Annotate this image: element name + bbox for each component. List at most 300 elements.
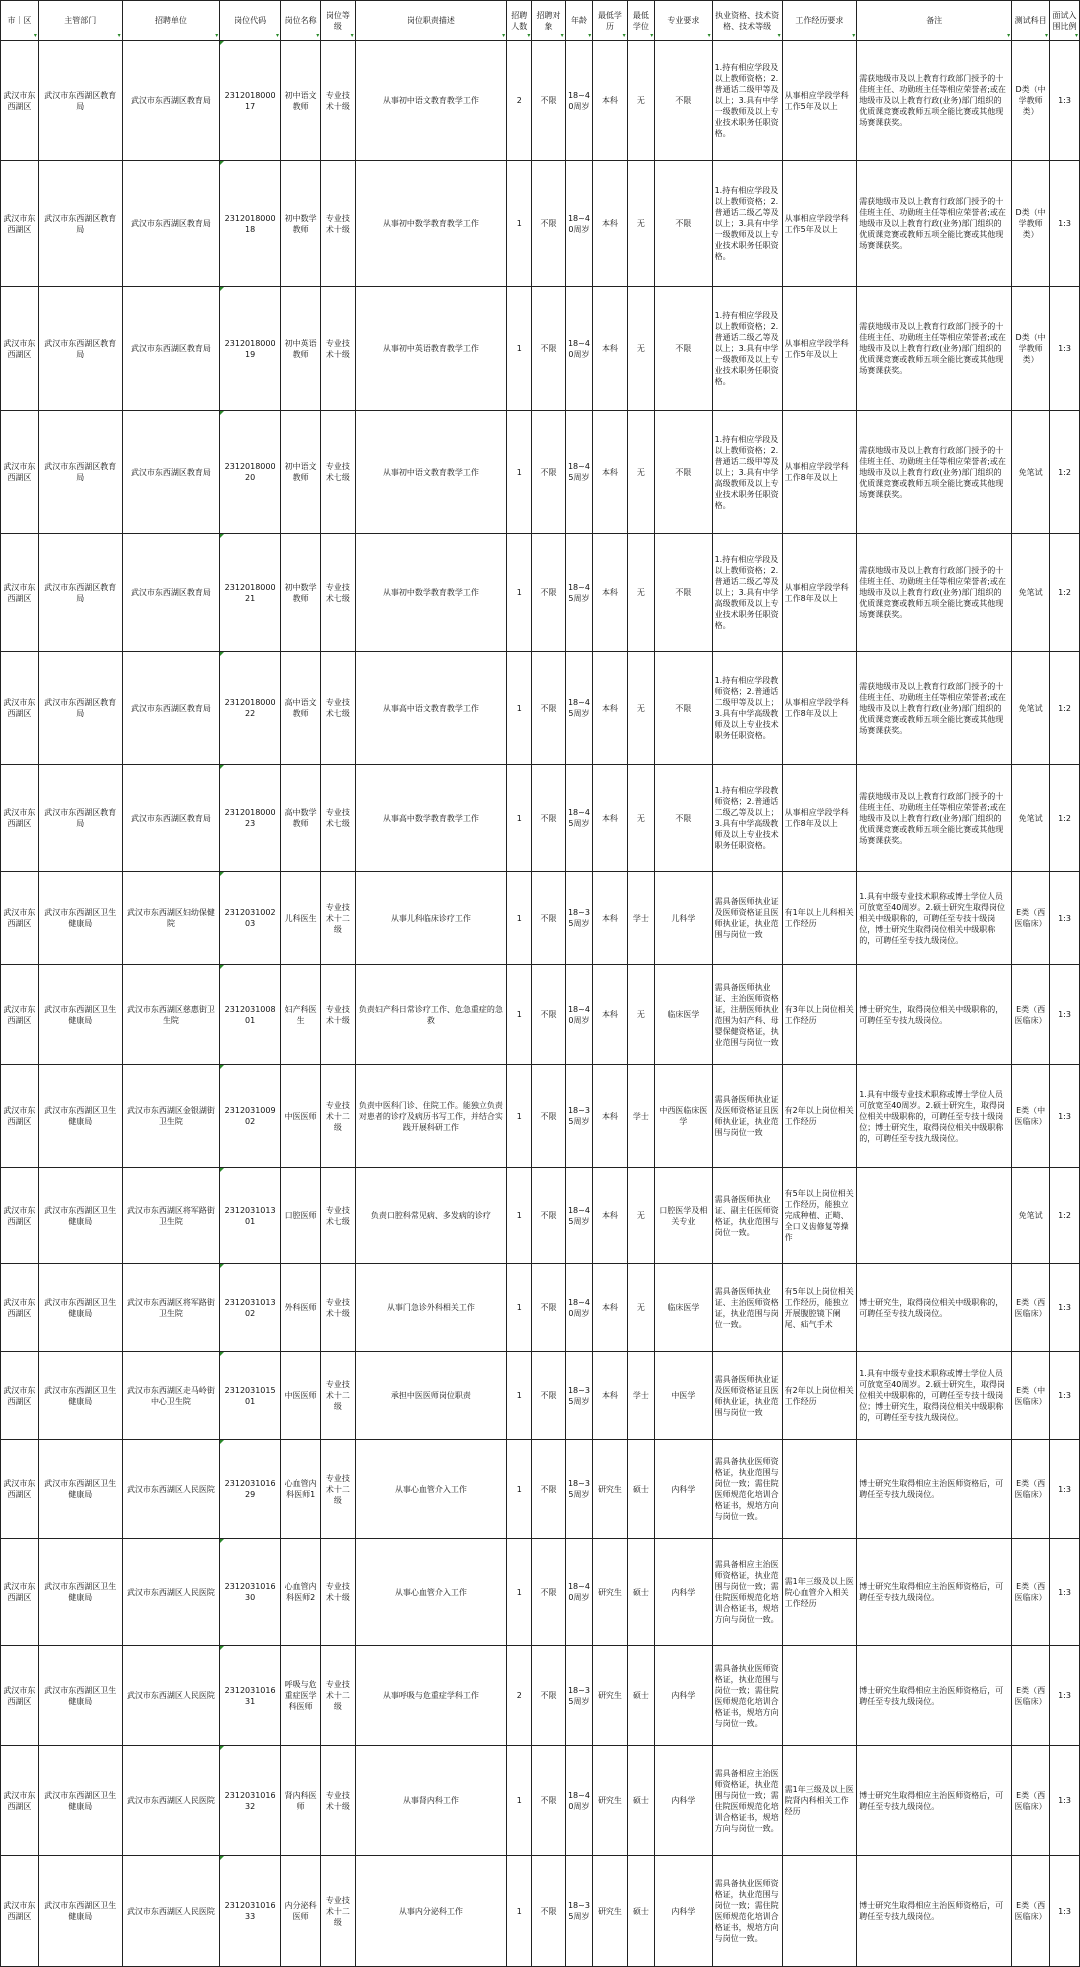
filter-dropdown-icon[interactable]: ▾ bbox=[117, 32, 121, 39]
table-cell[interactable]: 武汉市东西湖区教育局 bbox=[122, 765, 220, 872]
table-cell[interactable]: 18~40周岁 bbox=[565, 161, 593, 287]
table-cell[interactable]: 武汉市东西湖区人民医院 bbox=[122, 1440, 220, 1539]
column-header[interactable] bbox=[593, 1, 627, 41]
table-cell[interactable]: 硕士 bbox=[627, 1746, 655, 1856]
table-cell[interactable]: 博士研究生取得相应主治医师资格后，可聘任至专技九级岗位。 bbox=[857, 1646, 1012, 1746]
table-cell[interactable]: 1:3 bbox=[1050, 41, 1080, 161]
table-cell[interactable]: 内科学 bbox=[655, 1539, 712, 1646]
table-cell[interactable]: 武汉市东西湖区走马岭街中心卫生院 bbox=[122, 1352, 220, 1440]
table-cell[interactable]: 231201800021 bbox=[220, 534, 281, 652]
table-cell[interactable]: 高中语文教师 bbox=[281, 652, 321, 765]
table-cell[interactable]: E类（西医临床） bbox=[1012, 1856, 1050, 1967]
table-cell[interactable]: 中西医临床医学 bbox=[655, 1065, 712, 1168]
table-cell[interactable]: 本科 bbox=[593, 1065, 627, 1168]
column-header[interactable] bbox=[281, 1, 321, 41]
filter-dropdown-icon[interactable]: ▾ bbox=[588, 32, 592, 39]
table-cell[interactable]: 1:3 bbox=[1050, 965, 1080, 1065]
table-cell[interactable]: 从事相应学段学科工作5年及以上 bbox=[782, 41, 857, 161]
table-cell[interactable]: 武汉市东西湖区卫生健康局 bbox=[38, 965, 122, 1065]
table-cell[interactable]: 内科学 bbox=[655, 1646, 712, 1746]
table-cell[interactable]: 本科 bbox=[593, 1168, 627, 1264]
filter-dropdown-icon[interactable]: ▾ bbox=[852, 32, 856, 39]
table-cell[interactable]: 231203101302 bbox=[220, 1264, 281, 1352]
table-cell[interactable]: 内科学 bbox=[655, 1856, 712, 1967]
table-cell[interactable]: 2 bbox=[507, 41, 532, 161]
table-cell[interactable]: 本科 bbox=[593, 1264, 627, 1352]
table-cell[interactable]: 18~40周岁 bbox=[565, 1746, 593, 1856]
table-cell[interactable]: 无 bbox=[627, 1168, 655, 1264]
table-cell[interactable]: 武汉市东西湖区教育局 bbox=[38, 765, 122, 872]
table-cell[interactable]: 1 bbox=[507, 1440, 532, 1539]
table-cell[interactable]: 1.具有中级专业技术职称或博士学位人员可放宽至40周岁。2.硕士研究生取得岗位相关中级职称的，可聘任至专技十级岗位，博士研究生取得岗位相关中级职称的，可聘任至专技九级岗位。 bbox=[857, 872, 1012, 965]
table-cell[interactable]: 不限 bbox=[532, 1440, 565, 1539]
table-cell[interactable]: 18~45周岁 bbox=[565, 652, 593, 765]
table-cell[interactable]: 有2年以上岗位相关工作经历 bbox=[782, 1065, 857, 1168]
column-header[interactable] bbox=[655, 1, 712, 41]
table-cell[interactable]: 18~35周岁 bbox=[565, 1646, 593, 1746]
table-cell[interactable]: 18~45周岁 bbox=[565, 534, 593, 652]
table-cell[interactable]: 本科 bbox=[593, 765, 627, 872]
table-cell[interactable]: 博士研究生，取得岗位相关中级职称的，可聘任至专技九级岗位。 bbox=[857, 965, 1012, 1065]
table-cell[interactable]: 武汉市东西湖区 bbox=[1, 287, 39, 411]
table-cell[interactable]: 从事初中数学教育教学工作 bbox=[355, 534, 507, 652]
table-cell[interactable]: 无 bbox=[627, 534, 655, 652]
table-cell[interactable]: 无 bbox=[627, 161, 655, 287]
filter-dropdown-icon[interactable]: ▾ bbox=[777, 32, 781, 39]
table-cell[interactable]: 1.具有中级专业技术职称或博士学位人员可放宽至40周岁。2.硕士研究生，取得岗位相关中级职称的，可聘任至专技十级岗位；博士研究生，取得岗位相关中级职称的，可聘任至专技九级岗位。 bbox=[857, 1352, 1012, 1440]
table-cell[interactable]: 不限 bbox=[532, 1539, 565, 1646]
table-cell[interactable]: 武汉市东西湖区 bbox=[1, 534, 39, 652]
table-cell[interactable]: 无 bbox=[627, 965, 655, 1065]
filter-dropdown-icon[interactable]: ▾ bbox=[316, 32, 320, 39]
table-cell[interactable]: 武汉市东西湖区 bbox=[1, 1746, 39, 1856]
table-cell[interactable]: E类（西医临床） bbox=[1012, 965, 1050, 1065]
table-cell[interactable]: 1 bbox=[507, 161, 532, 287]
table-cell[interactable]: 不限 bbox=[655, 41, 712, 161]
table-cell[interactable]: 1:3 bbox=[1050, 1539, 1080, 1646]
table-cell[interactable]: E类（中医临床） bbox=[1012, 1352, 1050, 1440]
table-cell[interactable]: 18~40周岁 bbox=[565, 1539, 593, 1646]
table-cell[interactable]: E类（西医临床） bbox=[1012, 1746, 1050, 1856]
filter-dropdown-icon[interactable]: ▾ bbox=[502, 32, 506, 39]
table-cell[interactable]: 负责口腔科常见病、多发病的诊疗 bbox=[355, 1168, 507, 1264]
table-cell[interactable]: 1:3 bbox=[1050, 1440, 1080, 1539]
table-cell[interactable]: 武汉市东西湖区将军路街卫生院 bbox=[122, 1168, 220, 1264]
column-header[interactable] bbox=[1012, 1, 1050, 41]
table-cell[interactable]: 需具备执业医师资格证，执业范围与岗位一致；需住院医师规范化培训合格证书，规培方向与岗位一致。 bbox=[712, 1440, 782, 1539]
table-cell[interactable]: 妇产科医生 bbox=[281, 965, 321, 1065]
table-cell[interactable]: 1 bbox=[507, 534, 532, 652]
table-cell[interactable]: 从事相应学段学科工作8年及以上 bbox=[782, 765, 857, 872]
table-cell[interactable]: 武汉市东西湖区卫生健康局 bbox=[38, 1264, 122, 1352]
table-cell[interactable]: 本科 bbox=[593, 965, 627, 1065]
table-cell[interactable]: 不限 bbox=[532, 765, 565, 872]
table-cell[interactable]: 无 bbox=[627, 765, 655, 872]
table-cell[interactable]: 专业技术七级 bbox=[321, 765, 355, 872]
table-cell[interactable]: 武汉市东西湖区 bbox=[1, 765, 39, 872]
table-cell[interactable]: 1:3 bbox=[1050, 1856, 1080, 1967]
table-cell[interactable]: 研究生 bbox=[593, 1746, 627, 1856]
filter-dropdown-icon[interactable]: ▾ bbox=[707, 32, 711, 39]
table-cell[interactable]: 武汉市东西湖区 bbox=[1, 411, 39, 534]
table-cell[interactable]: 免笔试 bbox=[1012, 1168, 1050, 1264]
table-cell[interactable]: 武汉市东西湖区教育局 bbox=[38, 161, 122, 287]
table-cell[interactable]: 1 bbox=[507, 1856, 532, 1967]
table-cell[interactable]: 无 bbox=[627, 411, 655, 534]
table-cell[interactable]: 免笔试 bbox=[1012, 652, 1050, 765]
table-cell[interactable]: 武汉市东西湖区 bbox=[1, 965, 39, 1065]
table-cell[interactable]: 内分泌科医师 bbox=[281, 1856, 321, 1967]
table-cell[interactable]: 不限 bbox=[532, 1352, 565, 1440]
table-cell[interactable]: 初中数学教师 bbox=[281, 161, 321, 287]
table-cell[interactable]: 硕士 bbox=[627, 1856, 655, 1967]
table-cell[interactable]: 武汉市东西湖区教育局 bbox=[122, 652, 220, 765]
table-cell[interactable]: 18~40周岁 bbox=[565, 965, 593, 1065]
table-cell[interactable]: 博士研究生，取得岗位相关中级职称的，可聘任至专技九级岗位。 bbox=[857, 1264, 1012, 1352]
table-cell[interactable]: 武汉市东西湖区 bbox=[1, 1264, 39, 1352]
table-cell[interactable]: 武汉市东西湖区金银湖街卫生院 bbox=[122, 1065, 220, 1168]
table-cell[interactable]: 中医医师 bbox=[281, 1065, 321, 1168]
table-cell[interactable]: 武汉市东西湖区教育局 bbox=[122, 411, 220, 534]
table-cell[interactable]: 从事初中数学教育教学工作 bbox=[355, 161, 507, 287]
table-cell[interactable]: 博士研究生取得相应主治医师资格后，可聘任至专技九级岗位。 bbox=[857, 1856, 1012, 1967]
table-cell[interactable]: 231203101633 bbox=[220, 1856, 281, 1967]
table-cell[interactable]: 不限 bbox=[532, 411, 565, 534]
column-header[interactable] bbox=[712, 1, 782, 41]
table-cell[interactable]: 研究生 bbox=[593, 1646, 627, 1746]
table-cell[interactable]: 有3年以上岗位相关工作经历 bbox=[782, 965, 857, 1065]
table-cell[interactable]: 不限 bbox=[532, 1065, 565, 1168]
table-cell[interactable]: 从事相应学段学科工作8年及以上 bbox=[782, 534, 857, 652]
table-cell[interactable]: 231201800022 bbox=[220, 652, 281, 765]
table-cell[interactable]: 专业技术十二级 bbox=[321, 1440, 355, 1539]
table-cell[interactable]: 研究生 bbox=[593, 1440, 627, 1539]
table-cell[interactable]: 专业技术十级 bbox=[321, 287, 355, 411]
table-cell[interactable]: 博士研究生取得相应主治医师资格后，可聘任至专技九级岗位。 bbox=[857, 1746, 1012, 1856]
table-cell[interactable]: 1:3 bbox=[1050, 1646, 1080, 1746]
table-cell[interactable]: 专业技术十级 bbox=[321, 1539, 355, 1646]
table-cell[interactable]: 专业技术十二级 bbox=[321, 872, 355, 965]
table-cell[interactable]: 18~40周岁 bbox=[565, 287, 593, 411]
table-cell[interactable]: E类（西医临床） bbox=[1012, 1646, 1050, 1746]
table-cell[interactable]: 不限 bbox=[532, 1746, 565, 1856]
table-cell[interactable]: 武汉市东西湖区教育局 bbox=[122, 287, 220, 411]
filter-dropdown-icon[interactable]: ▾ bbox=[1007, 32, 1011, 39]
table-cell[interactable]: 专业技术七级 bbox=[321, 1168, 355, 1264]
table-cell[interactable]: 从事内分泌科工作 bbox=[355, 1856, 507, 1967]
table-cell[interactable]: 18~40周岁 bbox=[565, 41, 593, 161]
table-cell[interactable]: 231203101630 bbox=[220, 1539, 281, 1646]
column-header[interactable] bbox=[782, 1, 857, 41]
table-cell[interactable]: 1 bbox=[507, 872, 532, 965]
filter-dropdown-icon[interactable]: ▾ bbox=[650, 32, 654, 39]
table-cell[interactable]: 无 bbox=[627, 287, 655, 411]
table-cell[interactable]: E类（中医临床） bbox=[1012, 1065, 1050, 1168]
table-cell[interactable]: 从事呼吸与危重症学科工作 bbox=[355, 1646, 507, 1746]
table-cell[interactable]: 武汉市东西湖区卫生健康局 bbox=[38, 1352, 122, 1440]
table-cell[interactable]: 需获地级市及以上教育行政部门授予的十佳班主任、功勋班主任等相应荣誉者;或在地级市及以上教育行政(业务)部门组织的优质课竞赛或教师五项全能比赛或其他现场赛课获奖。 bbox=[857, 652, 1012, 765]
table-cell[interactable]: 需获地级市及以上教育行政部门授予的十佳班主任、功勋班主任等相应荣誉者;或在地级市及以上教育行政(业务)部门组织的优质课竞赛或教师五项全能比赛或其他现场赛课获奖。 bbox=[857, 161, 1012, 287]
table-cell[interactable]: 负责中医科门诊、住院工作。能独立负责对患者的诊疗及病历书写工作，并结合实践开展科研工作 bbox=[355, 1065, 507, 1168]
table-cell[interactable]: 博士研究生取得相应主治医师资格后，可聘任至专技九级岗位。 bbox=[857, 1539, 1012, 1646]
table-cell[interactable]: 不限 bbox=[655, 534, 712, 652]
table-cell[interactable]: 从事心血管介入工作 bbox=[355, 1440, 507, 1539]
table-cell[interactable]: 武汉市东西湖区 bbox=[1, 161, 39, 287]
table-cell[interactable]: 心血管内科医师2 bbox=[281, 1539, 321, 1646]
table-cell[interactable]: 从事初中英语教育教学工作 bbox=[355, 287, 507, 411]
column-header[interactable] bbox=[1050, 1, 1080, 41]
table-cell[interactable]: 1:3 bbox=[1050, 1264, 1080, 1352]
filter-dropdown-icon[interactable]: ▾ bbox=[560, 32, 564, 39]
table-cell[interactable]: 专业技术十二级 bbox=[321, 1352, 355, 1440]
table-cell[interactable]: 临床医学 bbox=[655, 965, 712, 1065]
table-cell[interactable]: 武汉市东西湖区卫生健康局 bbox=[38, 1646, 122, 1746]
table-cell[interactable]: 231201800019 bbox=[220, 287, 281, 411]
table-cell[interactable]: 武汉市东西湖区教育局 bbox=[38, 652, 122, 765]
table-cell[interactable]: 需具备相应主治医师资格证，执业范围与岗位一致；需住院医师规范化培训合格证书，规培方向与岗位一致。 bbox=[712, 1746, 782, 1856]
table-cell[interactable]: 武汉市东西湖区教育局 bbox=[38, 534, 122, 652]
table-cell[interactable]: 不限 bbox=[532, 161, 565, 287]
table-cell[interactable]: 有5年以上岗位相关工作经历，能独立完成种植、正畸、全口义齿修复等操作 bbox=[782, 1168, 857, 1264]
table-cell[interactable]: 不限 bbox=[532, 534, 565, 652]
table-cell[interactable]: 231201800017 bbox=[220, 41, 281, 161]
table-cell[interactable]: 从事儿科临床诊疗工作 bbox=[355, 872, 507, 965]
table-cell[interactable]: 231201800023 bbox=[220, 765, 281, 872]
table-cell[interactable]: 1 bbox=[507, 1352, 532, 1440]
table-cell[interactable]: E类（西医临床） bbox=[1012, 872, 1050, 965]
table-cell[interactable]: 免笔试 bbox=[1012, 534, 1050, 652]
table-cell[interactable]: 肾内科医师 bbox=[281, 1746, 321, 1856]
filter-dropdown-icon[interactable]: ▾ bbox=[527, 32, 531, 39]
table-cell[interactable]: 武汉市东西湖区教育局 bbox=[122, 41, 220, 161]
table-cell[interactable]: 专业技术七级 bbox=[321, 411, 355, 534]
table-cell[interactable]: 1.持有相应学段及以上教师资格；2.普通话二级乙等及以上；3.具有中学高级教师及以上专业技术职务任职资格。 bbox=[712, 534, 782, 652]
table-cell[interactable]: 武汉市东西湖区卫生健康局 bbox=[38, 1168, 122, 1264]
column-header[interactable] bbox=[355, 1, 507, 41]
table-cell[interactable]: 本科 bbox=[593, 534, 627, 652]
table-cell[interactable]: 武汉市东西湖区卫生健康局 bbox=[38, 1065, 122, 1168]
table-cell[interactable]: 专业技术十级 bbox=[321, 161, 355, 287]
table-cell[interactable]: 1.具有中级专业技术职称或博士学位人员可放宽至40周岁。2.硕士研究生，取得岗位相关中级职称的，可聘任至专技十级岗位；博士研究生，取得岗位相关中级职称的，可聘任至专技九级岗位。 bbox=[857, 1065, 1012, 1168]
table-cell[interactable]: 武汉市东西湖区 bbox=[1, 652, 39, 765]
table-cell[interactable]: 1:2 bbox=[1050, 411, 1080, 534]
table-cell[interactable]: 需具备医师执业证、主治医师资格证，注册医师执业范围为妇产科、母婴保健资格证，执业范围与岗位一致 bbox=[712, 965, 782, 1065]
table-cell[interactable]: 负责妇产科日常诊疗工作、危急重症的急救 bbox=[355, 965, 507, 1065]
table-cell[interactable]: 需获地级市及以上教育行政部门授予的十佳班主任、功勋班主任等相应荣誉者;或在地级市及以上教育行政(业务)部门组织的优质课竞赛或教师五项全能比赛或其他现场赛课获奖。 bbox=[857, 41, 1012, 161]
table-cell[interactable]: 从事心血管介入工作 bbox=[355, 1539, 507, 1646]
table-cell[interactable]: 外科医师 bbox=[281, 1264, 321, 1352]
table-cell[interactable]: 无 bbox=[627, 1264, 655, 1352]
table-cell[interactable]: 需1年三级及以上医院肾内科相关工作经历 bbox=[782, 1746, 857, 1856]
table-cell[interactable]: 初中数学教师 bbox=[281, 534, 321, 652]
table-cell[interactable]: 武汉市东西湖区 bbox=[1, 1352, 39, 1440]
table-cell[interactable]: 从事相应学段学科工作5年及以上 bbox=[782, 287, 857, 411]
table-cell[interactable]: 不限 bbox=[532, 41, 565, 161]
table-cell[interactable]: 18~45周岁 bbox=[565, 411, 593, 534]
table-cell[interactable]: 1.持有相应学段及以上教师资格；2.普通话二级甲等及以上；3.具有中学高级教师及以上专业技术职务任职资格。 bbox=[712, 411, 782, 534]
table-cell[interactable]: 初中语文教师 bbox=[281, 411, 321, 534]
table-cell[interactable]: 武汉市东西湖区慈惠街卫生院 bbox=[122, 965, 220, 1065]
table-cell[interactable]: 18~35周岁 bbox=[565, 1856, 593, 1967]
table-cell[interactable]: 专业技术十二级 bbox=[321, 1646, 355, 1746]
table-cell[interactable]: 武汉市东西湖区 bbox=[1, 1856, 39, 1967]
table-cell[interactable]: 需具备医师执业证、主治医师资格证，执业范围与岗位一致。 bbox=[712, 1264, 782, 1352]
table-cell[interactable]: 不限 bbox=[532, 1856, 565, 1967]
table-cell[interactable]: 从事初中语文教育教学工作 bbox=[355, 41, 507, 161]
table-cell[interactable]: 口腔医师 bbox=[281, 1168, 321, 1264]
table-cell[interactable]: 1:3 bbox=[1050, 872, 1080, 965]
table-cell[interactable]: 1:3 bbox=[1050, 287, 1080, 411]
table-cell[interactable]: 研究生 bbox=[593, 1539, 627, 1646]
table-cell[interactable]: 专业技术十级 bbox=[321, 965, 355, 1065]
table-cell[interactable]: 231203101629 bbox=[220, 1440, 281, 1539]
table-cell[interactable]: 从事相应学段学科工作8年及以上 bbox=[782, 652, 857, 765]
table-cell[interactable]: 2 bbox=[507, 1646, 532, 1746]
table-cell[interactable]: 专业技术十二级 bbox=[321, 1065, 355, 1168]
table-cell[interactable]: 不限 bbox=[532, 1168, 565, 1264]
table-cell[interactable]: 从事肾内科工作 bbox=[355, 1746, 507, 1856]
table-cell[interactable]: 武汉市东西湖区人民医院 bbox=[122, 1746, 220, 1856]
table-cell[interactable]: 武汉市东西湖区 bbox=[1, 1539, 39, 1646]
table-cell[interactable]: 武汉市东西湖区人民医院 bbox=[122, 1539, 220, 1646]
table-cell[interactable]: 高中数学教师 bbox=[281, 765, 321, 872]
table-cell[interactable]: 1:2 bbox=[1050, 534, 1080, 652]
table-cell[interactable] bbox=[782, 1646, 857, 1746]
table-cell[interactable]: 不限 bbox=[532, 652, 565, 765]
table-cell[interactable]: 武汉市东西湖区人民医院 bbox=[122, 1856, 220, 1967]
table-cell[interactable]: 1 bbox=[507, 1746, 532, 1856]
table-cell[interactable]: 1:2 bbox=[1050, 765, 1080, 872]
table-cell[interactable]: 研究生 bbox=[593, 1856, 627, 1967]
table-cell[interactable]: 中医学 bbox=[655, 1352, 712, 1440]
table-cell[interactable]: 18~35周岁 bbox=[565, 1352, 593, 1440]
column-header[interactable] bbox=[507, 1, 532, 41]
table-cell[interactable]: 武汉市东西湖区卫生健康局 bbox=[38, 1440, 122, 1539]
table-cell[interactable]: 博士研究生取得相应主治医师资格后，可聘任至专技九级岗位。 bbox=[857, 1440, 1012, 1539]
table-cell[interactable]: 1:3 bbox=[1050, 1352, 1080, 1440]
table-cell[interactable]: 231201800018 bbox=[220, 161, 281, 287]
table-cell[interactable]: 需具备医师执业证及医师资格证且医师执业证，执业范围与岗位一致 bbox=[712, 1065, 782, 1168]
table-cell[interactable]: 1 bbox=[507, 1264, 532, 1352]
table-cell[interactable]: 1 bbox=[507, 1065, 532, 1168]
table-cell[interactable]: 武汉市东西湖区 bbox=[1, 41, 39, 161]
table-cell[interactable]: 不限 bbox=[655, 765, 712, 872]
table-cell[interactable]: 需获地级市及以上教育行政部门授予的十佳班主任、功勋班主任等相应荣誉者;或在地级市及以上教育行政(业务)部门组织的优质课竞赛或教师五项全能比赛或其他现场赛课获奖。 bbox=[857, 534, 1012, 652]
table-cell[interactable]: 231203101301 bbox=[220, 1168, 281, 1264]
table-cell[interactable]: D类（中学教师类） bbox=[1012, 287, 1050, 411]
table-cell[interactable]: 需具备执业医师资格证，执业范围与岗位一致；需住院医师规范化培训合格证书，规培方向与岗位一致。 bbox=[712, 1856, 782, 1967]
table-cell[interactable]: 231203101501 bbox=[220, 1352, 281, 1440]
table-cell[interactable]: 不限 bbox=[532, 872, 565, 965]
table-cell[interactable]: 1 bbox=[507, 1168, 532, 1264]
table-cell[interactable]: 不限 bbox=[532, 287, 565, 411]
table-cell[interactable]: 硕士 bbox=[627, 1539, 655, 1646]
table-cell[interactable]: 武汉市东西湖区 bbox=[1, 1440, 39, 1539]
table-cell[interactable]: 1.持有相应学段及以上教师资格；2.普通话二级甲等及以上；3.具有中学一级教师及以上专业技术职务任职资格。 bbox=[712, 41, 782, 161]
table-cell[interactable]: 免笔试 bbox=[1012, 411, 1050, 534]
table-cell[interactable]: 需具备执业医师资格证，执业范围与岗位一致；需住院医师规范化培训合格证书，规培方向与岗位一致。 bbox=[712, 1646, 782, 1746]
table-cell[interactable]: 需具备医师执业证、副主任医师资格证，执业范围与岗位一致。 bbox=[712, 1168, 782, 1264]
table-cell[interactable]: 1 bbox=[507, 1539, 532, 1646]
table-cell[interactable]: 1:3 bbox=[1050, 161, 1080, 287]
table-cell[interactable] bbox=[782, 1856, 857, 1967]
table-cell[interactable]: 武汉市东西湖区卫生健康局 bbox=[38, 1856, 122, 1967]
table-cell[interactable]: 231203100902 bbox=[220, 1065, 281, 1168]
filter-dropdown-icon[interactable]: ▾ bbox=[1045, 32, 1049, 39]
table-cell[interactable]: 心血管内科医师1 bbox=[281, 1440, 321, 1539]
filter-dropdown-icon[interactable]: ▾ bbox=[276, 32, 280, 39]
table-cell[interactable]: 专业技术七级 bbox=[321, 652, 355, 765]
table-cell[interactable]: 1 bbox=[507, 965, 532, 1065]
table-cell[interactable]: 需具备相应主治医师资格证，执业范围与岗位一致；需住院医师规范化培训合格证书，规培方向与岗位一致。 bbox=[712, 1539, 782, 1646]
table-cell[interactable]: 武汉市东西湖区 bbox=[1, 1646, 39, 1746]
column-header[interactable] bbox=[38, 1, 122, 41]
filter-dropdown-icon[interactable]: ▾ bbox=[622, 32, 626, 39]
table-cell[interactable]: 不限 bbox=[532, 1646, 565, 1746]
table-cell[interactable]: 硕士 bbox=[627, 1646, 655, 1746]
table-cell[interactable]: 不限 bbox=[532, 1264, 565, 1352]
table-cell[interactable]: 呼吸与危重症医学科医师 bbox=[281, 1646, 321, 1746]
table-cell[interactable]: 专业技术七级 bbox=[321, 534, 355, 652]
column-header[interactable] bbox=[220, 1, 281, 41]
table-cell[interactable]: 1 bbox=[507, 411, 532, 534]
table-cell[interactable]: E类（西医临床） bbox=[1012, 1440, 1050, 1539]
table-cell[interactable]: 1:2 bbox=[1050, 652, 1080, 765]
table-cell[interactable]: 从事相应学段学科工作5年及以上 bbox=[782, 161, 857, 287]
table-cell[interactable]: 18~40周岁 bbox=[565, 1264, 593, 1352]
table-cell[interactable]: 不限 bbox=[532, 965, 565, 1065]
table-cell[interactable]: 武汉市东西湖区 bbox=[1, 1065, 39, 1168]
table-cell[interactable]: 武汉市东西湖区教育局 bbox=[122, 161, 220, 287]
table-cell[interactable]: 本科 bbox=[593, 1352, 627, 1440]
table-cell[interactable]: 本科 bbox=[593, 872, 627, 965]
table-cell[interactable]: 本科 bbox=[593, 287, 627, 411]
table-cell[interactable]: 武汉市东西湖区 bbox=[1, 872, 39, 965]
table-cell[interactable]: 武汉市东西湖区卫生健康局 bbox=[38, 872, 122, 965]
table-cell[interactable]: 1:3 bbox=[1050, 1746, 1080, 1856]
table-cell[interactable]: D类（中学教师类） bbox=[1012, 41, 1050, 161]
table-cell[interactable]: 231203101632 bbox=[220, 1746, 281, 1856]
table-cell[interactable]: 1.持有相应学段及以上教师资格；2.普通话二级乙等及以上；3.具有中学一级教师及以上专业技术职务任职资格。 bbox=[712, 161, 782, 287]
table-cell[interactable]: 学士 bbox=[627, 1065, 655, 1168]
table-cell[interactable]: 需具备医师执业证及医师资格证且医师执业证，执业范围与岗位一致 bbox=[712, 1352, 782, 1440]
table-cell[interactable]: 需获地级市及以上教育行政部门授予的十佳班主任、功勋班主任等相应荣誉者;或在地级市及以上教育行政(业务)部门组织的优质课竞赛或教师五项全能比赛或其他现场赛课获奖。 bbox=[857, 765, 1012, 872]
table-cell[interactable]: 内科学 bbox=[655, 1746, 712, 1856]
table-cell[interactable]: 有5年以上岗位相关工作经历，能独立开展腹腔镜下阑尾、疝气手术 bbox=[782, 1264, 857, 1352]
filter-dropdown-icon[interactable]: ▾ bbox=[1074, 32, 1078, 39]
table-cell[interactable]: 口腔医学及相关专业 bbox=[655, 1168, 712, 1264]
table-cell[interactable]: 武汉市东西湖区卫生健康局 bbox=[38, 1539, 122, 1646]
column-header[interactable] bbox=[321, 1, 355, 41]
table-cell[interactable]: 学士 bbox=[627, 1352, 655, 1440]
table-cell[interactable]: 1 bbox=[507, 652, 532, 765]
table-cell[interactable]: 需获地级市及以上教育行政部门授予的十佳班主任、功勋班主任等相应荣誉者;或在地级市及以上教育行政(业务)部门组织的优质课竞赛或教师五项全能比赛或其他现场赛课获奖。 bbox=[857, 287, 1012, 411]
table-cell[interactable]: 从事高中语文教育教学工作 bbox=[355, 652, 507, 765]
table-cell[interactable]: 需获地级市及以上教育行政部门授予的十佳班主任、功勋班主任等相应荣誉者;或在地级市及以上教育行政(业务)部门组织的优质课竞赛或教师五项全能比赛或其他现场赛课获奖。 bbox=[857, 411, 1012, 534]
table-cell[interactable]: 从事初中语文教育教学工作 bbox=[355, 411, 507, 534]
table-cell[interactable]: 武汉市东西湖区人民医院 bbox=[122, 1646, 220, 1746]
table-cell[interactable]: 1 bbox=[507, 765, 532, 872]
table-cell[interactable]: 专业技术十级 bbox=[321, 1264, 355, 1352]
table-cell[interactable]: 专业技术十级 bbox=[321, 1746, 355, 1856]
table-cell[interactable]: 无 bbox=[627, 652, 655, 765]
column-header[interactable] bbox=[565, 1, 593, 41]
table-cell[interactable]: 231203100203 bbox=[220, 872, 281, 965]
table-cell[interactable]: 本科 bbox=[593, 652, 627, 765]
column-header[interactable] bbox=[857, 1, 1012, 41]
table-cell[interactable] bbox=[782, 1440, 857, 1539]
table-cell[interactable]: 武汉市东西湖区妇幼保健院 bbox=[122, 872, 220, 965]
